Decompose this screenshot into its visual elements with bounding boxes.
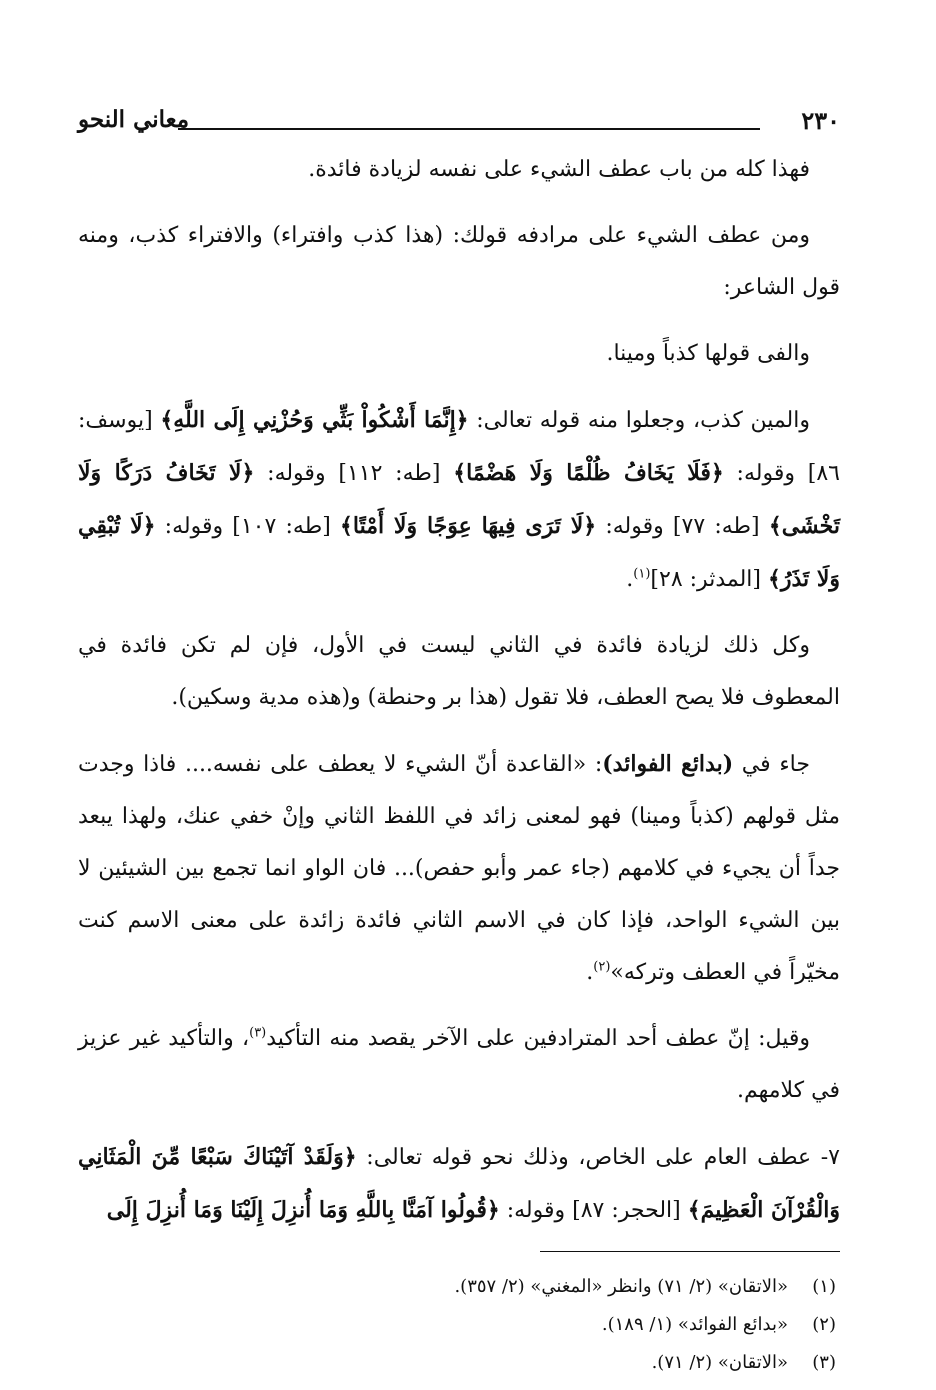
footnote-rule xyxy=(540,1251,840,1252)
text: [يوسف: ٨٦] وقوله: xyxy=(78,408,840,486)
text: . xyxy=(586,960,594,985)
footnote-ref[interactable]: (١) xyxy=(633,566,651,582)
footnote-2 xyxy=(78,1306,840,1344)
text: ٧- عطف العام على الخاص، وذلك نحو قوله تعالى: xyxy=(356,1145,840,1170)
footnote-1 xyxy=(78,1268,840,1306)
footnote-number: (١) xyxy=(812,1276,836,1297)
quran-verse: ﴿وَلَقَدْ آتَيْنَاكَ سَبْعًا مِّنَ الْمَثَانِي وَالْقُرْآنَ الْعَظِيمَ﴾ xyxy=(78,1144,840,1223)
running-title: معاني النحو xyxy=(78,106,190,133)
text: ، والتأكيد غير عزيز في كلامهم. xyxy=(78,1026,840,1103)
quran-verse: ﴿لَا تَخَافُ دَرَكًا وَلَا تَخْشَى﴾ xyxy=(78,460,840,539)
footnotes xyxy=(78,1268,840,1382)
text: [طه: ١٠٧] وقوله: xyxy=(155,514,340,539)
text: . xyxy=(626,567,634,592)
paragraph-5: وكل ذلك لزيادة فائدة في الثاني ليست في الأول، فإن لم تكن فائدة في المعطوف فلا يصح العطف، فلا تقول (هذا بر وحنطة) و(هذه مدية وسكين). xyxy=(78,633,840,710)
footnote-3 xyxy=(78,1344,840,1382)
paragraph-7 xyxy=(78,1013,840,1117)
source-title: (بدائع الفوائد) xyxy=(602,751,734,777)
quran-verse: ﴿إِنَّمَا أَشْكُواْ بَثِّي وَحُزْنِي إِلَى اللَّهِ﴾ xyxy=(160,407,469,433)
body-text xyxy=(78,144,840,1237)
paragraph-4 xyxy=(78,394,840,606)
text: وقيل: إنّ عطف أحد المترادفين على الآخر يقصد منه التأكيد xyxy=(266,1026,810,1051)
footnote-number: (٣) xyxy=(812,1352,836,1373)
page-number: ٢٣٠ xyxy=(801,106,840,135)
text: والمين كذب، وجعلوا منه قوله تعالى: xyxy=(468,408,811,433)
footnote-text: «الاتقان» (٢/ ٧١). xyxy=(651,1352,788,1373)
quran-verse: ﴿فَلَا يَخَافُ ظُلْمًا وَلَا هَضْمًا﴾ xyxy=(453,460,724,486)
footnote-ref[interactable]: (٢) xyxy=(593,959,611,975)
page-header xyxy=(78,100,840,144)
poetry-line: والفى قولها كذباً ومينا. xyxy=(606,341,810,366)
text: [الحجر: ٨٧] وقوله: xyxy=(499,1198,688,1223)
text: جاء في xyxy=(733,752,810,777)
paragraph-1: فهذا كله من باب عطف الشيء على نفسه لزيادة فائدة. xyxy=(308,157,810,182)
quran-verse: ﴿لَا تَرَى فِيهَا عِوَجًا وَلَا أَمْتًا﴾ xyxy=(339,513,597,539)
text: [طه: ٧٧] وقوله: xyxy=(596,514,769,539)
footnote-ref[interactable]: (٣) xyxy=(249,1025,267,1041)
footnote-text: «بدائع الفوائد» (١/ ١٨٩). xyxy=(601,1314,788,1335)
text: [المدثر: ٢٨] xyxy=(650,567,768,592)
footnote-number: (٢) xyxy=(812,1314,836,1335)
text: : «القاعدة أنّ الشيء لا يعطف على نفسه.... فاذا وجدت مثل قولهم (كذباً ومينا) فهو لمعنى زائد في اللفظ الثاني وإنْ خفي عنك، ولهذا يبعد جداً أن يجيء في كلامهم (جاء عمر وأبو حفص)... فان الواو انما تجمع بين الشيئين لا بين الشيء الواحد، فإذا كان في الاسم الثاني فائدة زائدة على معنى الاسم كنت مخيّراً في العطف وتركه» xyxy=(78,752,840,985)
text: [طه: ١١٢] وقوله: xyxy=(254,461,454,486)
paragraph-6 xyxy=(78,738,840,999)
quran-verse: ﴿لَا تُبْقِي وَلَا تَذَرُ﴾ xyxy=(78,513,840,592)
footnote-text: «الاتقان» (٢/ ٧١) وانظر «المغني» (٢/ ٣٥٧). xyxy=(454,1276,788,1297)
paragraph-8 xyxy=(78,1131,840,1237)
quran-verse: ﴿قُولُوا آمَنَّا بِاللَّهِ وَمَا أُنزِلَ إِلَيْنَا وَمَا أُنزِلَ إِلَى xyxy=(106,1197,500,1223)
header-rule xyxy=(178,128,760,130)
book-page xyxy=(78,100,840,1382)
paragraph-2: ومن عطف الشيء على مرادفه قولك: (هذا كذب وافتراء) والافتراء كذب، ومنه قول الشاعر: xyxy=(78,223,840,300)
